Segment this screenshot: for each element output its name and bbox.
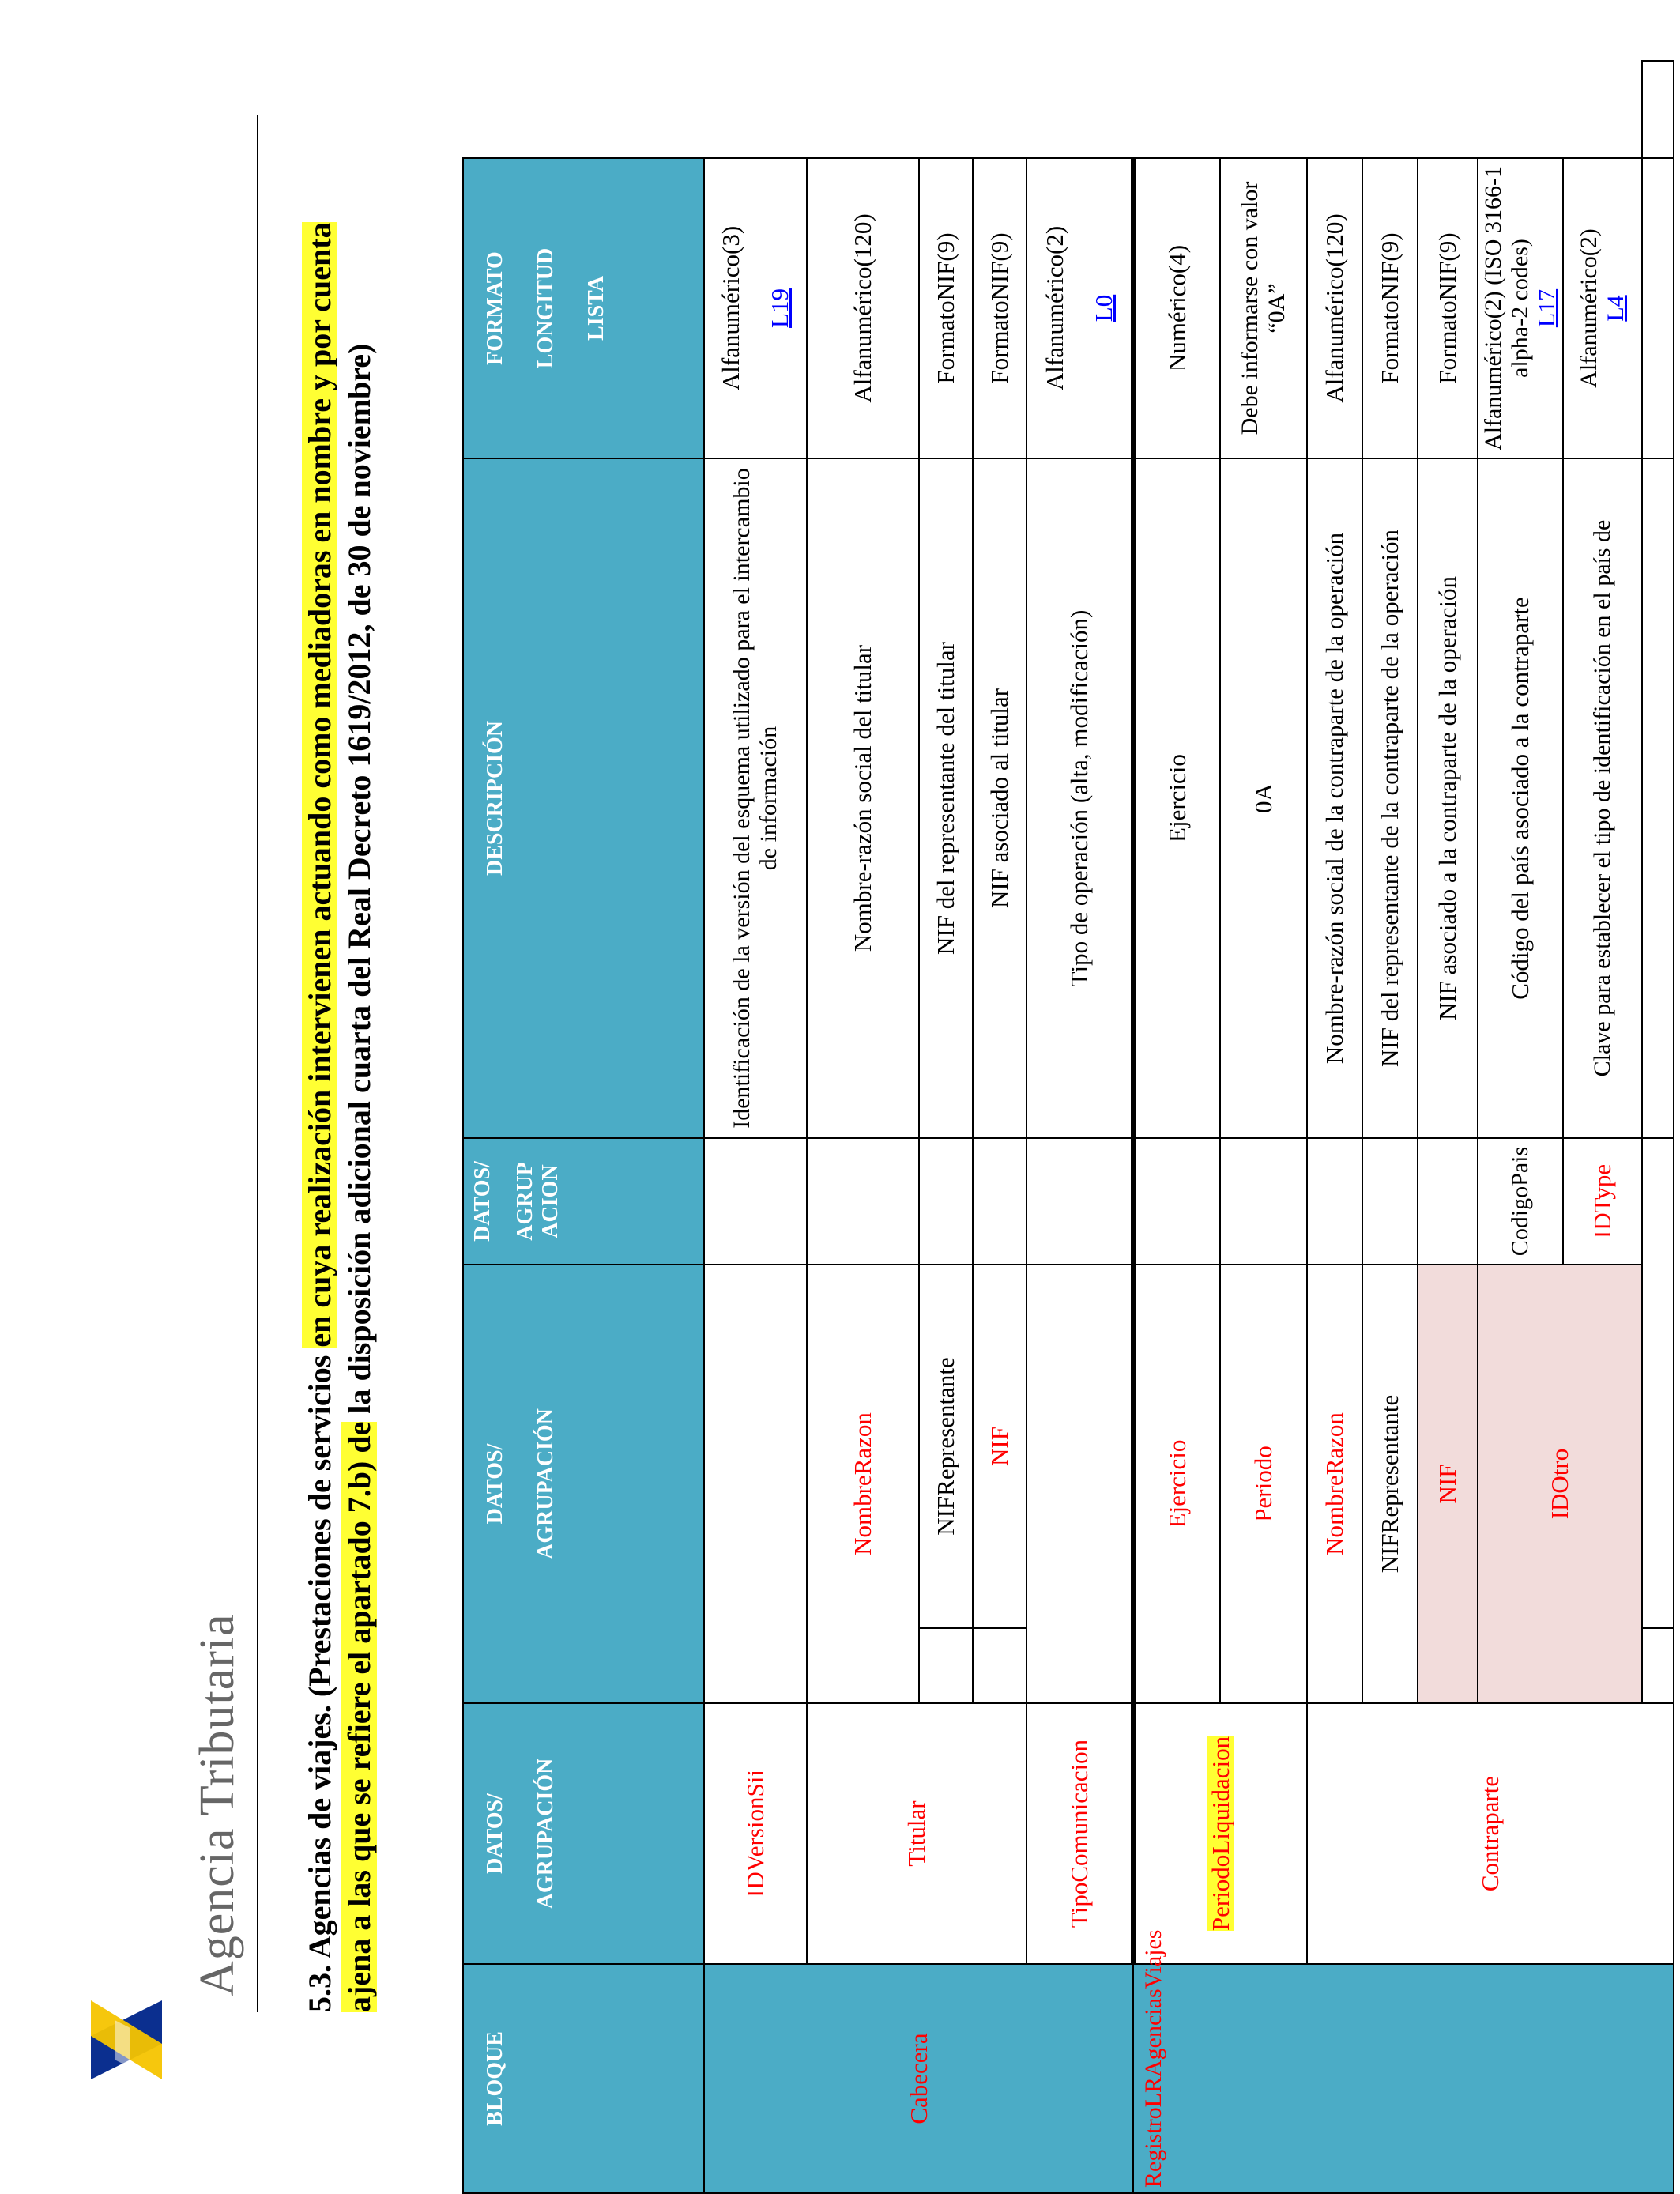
desc-contraparte-nombrerazon: Nombre-razón social de la contraparte de la operación — [1307, 458, 1362, 1138]
link-l17[interactable]: L17 — [1534, 288, 1560, 328]
empty-cell — [1642, 1138, 1674, 1628]
empty-cell — [1133, 1138, 1220, 1265]
desc-titular-nif: NIF asociado al titular — [973, 458, 1026, 1138]
header-rule — [257, 115, 258, 2012]
field-periodo: Periodo — [1220, 1265, 1307, 1703]
desc-titular-nombrerazon: Nombre-razón social del titular — [807, 458, 919, 1138]
empty-cell — [1220, 1138, 1307, 1265]
desc-idversionsii: Identificación de la versión del esquema utilizado para el intercambio de información — [704, 458, 807, 1138]
field-codigopais: CodigoPais — [1478, 1138, 1563, 1265]
format-titular-nif: FormatoNIF(9) — [973, 158, 1026, 458]
empty-cell — [1362, 1138, 1418, 1265]
group-titular: Titular — [807, 1703, 1026, 1964]
desc-contraparte-nif: NIF asociado a la contraparte de la operación — [1418, 458, 1478, 1138]
field-idversionsii: IDVersionSii — [704, 1703, 807, 1964]
format-idtype: Alfanumérico(2) L4 — [1563, 158, 1642, 458]
link-l4[interactable]: L4 — [1603, 295, 1629, 322]
field-ejercicio: Ejercicio — [1133, 1265, 1220, 1703]
table-row — [807, 61, 919, 2193]
desc-idtype: Clave para establecer el tipo de identificación en el país de — [1563, 458, 1642, 1138]
table-row — [1307, 61, 1362, 2193]
desc-ejercicio: Ejercicio — [1133, 458, 1220, 1138]
desc-codigopais: Código del país asociado a la contraparte — [1478, 458, 1563, 1138]
link-l19[interactable]: L19 — [766, 288, 793, 328]
empty-cell — [1307, 1138, 1362, 1265]
format-contraparte-nombrerazon: Alfanumérico(120) — [1307, 158, 1362, 458]
table-row — [1026, 61, 1133, 2193]
format-codigopais: Alfanumérico(2) (ISO 3166-1 alpha-2 codes) L17 — [1478, 158, 1563, 458]
desc-contraparte-nifrepresentante: NIF del representante de la contraparte de la operación — [1362, 458, 1418, 1138]
group-idotro: IDOtro — [1478, 1265, 1642, 1703]
table-header-row — [463, 61, 704, 2193]
desc-titular-nifrepresentante: NIF del representante del titular — [919, 458, 973, 1138]
fields-table — [462, 60, 1674, 2194]
field-contraparte-nombrerazon: NombreRazon — [1307, 1265, 1362, 1703]
empty-cell — [807, 1138, 919, 1265]
link-l0[interactable]: L0 — [1089, 294, 1117, 322]
heading-line2-plain: la disposición adicional cuarta del Real Decreto 1619/2012, de 30 de noviembre) — [341, 343, 377, 1422]
format-titular-nifrepresentante: FormatoNIF(9) — [919, 158, 973, 458]
empty-cell — [973, 1138, 1026, 1265]
field-idtype: IDType — [1563, 1138, 1642, 1265]
format-idversionsii: Alfanumérico(3) L19 — [704, 158, 807, 458]
table-row — [1133, 61, 1220, 2193]
empty-cell — [919, 1138, 973, 1265]
desc-periodo: 0A — [1220, 458, 1307, 1138]
empty-cell — [1642, 158, 1674, 458]
field-contraparte-nif: NIF — [1418, 1265, 1478, 1703]
desc-tipocomunicacion: Tipo de operación (alta, modificación) — [1026, 458, 1133, 1138]
col-header-formato: FORMATO LONGITUD LISTA — [463, 158, 704, 458]
section-heading — [300, 194, 379, 2012]
empty-cell — [919, 1628, 973, 1703]
format-periodo: Debe informarse con valor “0A” — [1220, 158, 1307, 458]
col-header-descripcion: DESCRIPCIÓN — [463, 458, 704, 1138]
field-tipocomunicacion: TipoComunicacion — [1026, 1703, 1133, 1964]
empty-cell — [1642, 61, 1674, 158]
empty-cell — [1026, 1138, 1133, 1265]
block-cabecera: Cabecera — [704, 1964, 1133, 2193]
col-header-datos-2: DATOS/ AGRUPACIÓN — [463, 1265, 704, 1703]
agency-name: Agencia Tributaria — [190, 1613, 244, 1996]
field-titular-nombrerazon: NombreRazon — [807, 1265, 919, 1703]
heading-line1-plain: 5.3. Agencias de viajes. (Prestaciones de servicios — [302, 1347, 337, 2012]
format-titular-nombrerazon: Alfanumérico(120) — [807, 158, 919, 458]
format-ejercicio: Numérico(4) — [1133, 158, 1220, 458]
table-row — [704, 61, 807, 2193]
empty-cell — [1642, 1628, 1674, 1703]
group-periodoliquidacion: PeriodoLiquidacion — [1133, 1703, 1307, 1964]
format-tipocomunicacion: Alfanumérico(2) L0 — [1026, 158, 1133, 458]
field-titular-nif: NIF — [973, 1265, 1026, 1628]
col-header-bloque: BLOQUE — [463, 1964, 704, 2193]
empty-cell — [704, 1138, 807, 1265]
empty-cell — [1642, 458, 1674, 1138]
empty-cell — [704, 1265, 807, 1703]
format-contraparte-nifrepresentante: FormatoNIF(9) — [1362, 158, 1418, 458]
field-titular-nifrepresentante: NIFRepresentante — [919, 1265, 973, 1628]
group-contraparte: Contraparte — [1307, 1703, 1674, 1964]
empty-cell — [1418, 1138, 1478, 1265]
agencia-tributaria-logo — [83, 1996, 170, 2083]
field-contraparte-nifrepresentante: NIFRepresentante — [1362, 1265, 1418, 1703]
empty-cell — [973, 1628, 1026, 1703]
heading-line1-highlight: en cuya realización intervienen actuando como mediadoras en nombre y por cuenta — [302, 222, 337, 1348]
col-header-datos-1: DATOS/ AGRUPACIÓN — [463, 1703, 704, 1964]
col-header-datos-3: DATOS/ AGRUP ACION — [463, 1138, 704, 1265]
block-registrolragenciasviajes: RegistroLRAgenciasViajes — [1133, 1964, 1674, 2193]
format-contraparte-nif: FormatoNIF(9) — [1418, 158, 1478, 458]
heading-line2-highlight: ajena a las que se refiere el apartado 7.b) de — [341, 1421, 377, 2012]
empty-cell — [1026, 1265, 1133, 1703]
